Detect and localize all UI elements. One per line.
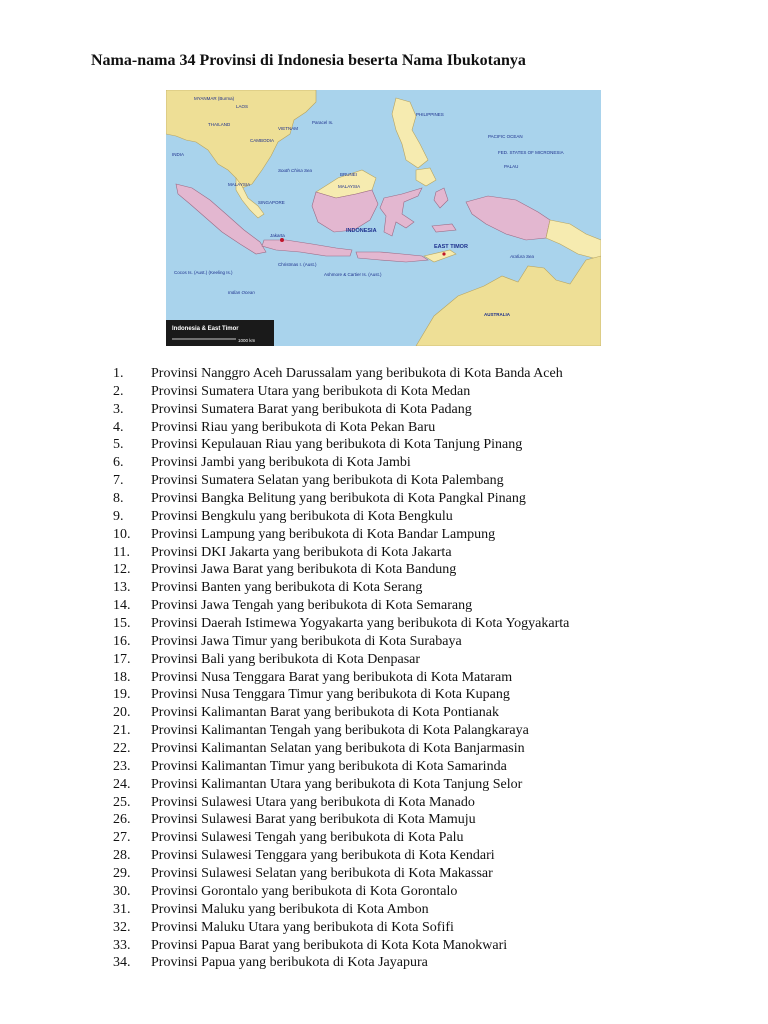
province-text: Provinsi Gorontalo yang beribukota di Kota Gorontalo — [151, 883, 458, 899]
province-number: 9. — [113, 508, 124, 524]
map-label-australia: AUSTRALIA — [484, 312, 510, 317]
province-list-item — [0, 508, 768, 526]
province-text: Provinsi Kalimantan Timur yang beribukota di Kota Samarinda — [151, 758, 507, 774]
province-number: 23. — [113, 758, 131, 774]
jakarta-capital-marker — [280, 238, 284, 242]
province-number: 13. — [113, 580, 131, 596]
province-number: 21. — [113, 723, 131, 739]
province-text: Provinsi Nanggro Aceh Darussalam yang beribukota di Kota Banda Aceh — [151, 366, 563, 381]
province-list-item — [0, 597, 768, 615]
map-label-thailand: THAILAND — [208, 122, 231, 127]
province-text: Provinsi Riau yang beribukota di Kota Pekan Baru — [151, 419, 436, 435]
province-number: 11. — [113, 544, 130, 560]
province-text: Provinsi Banten yang beribukota di Kota Serang — [151, 580, 423, 596]
province-number: 31. — [113, 901, 131, 917]
province-list-item — [0, 436, 768, 454]
province-list-item — [0, 472, 768, 490]
map-label-cocos: Cocos Is. (Aust.) (Keeling Is.) — [174, 270, 233, 275]
province-list-item — [0, 776, 768, 794]
province-text: Provinsi Sulawesi Tengah yang beribukota di Kota Palu — [151, 830, 464, 846]
province-list-item — [0, 722, 768, 740]
province-text: Provinsi Jambi yang beribukota di Kota Jambi — [151, 455, 411, 471]
province-list-item — [0, 901, 768, 919]
map-graphic — [166, 90, 601, 346]
map-label-myanmar: MYANMAR (Burma) — [194, 96, 235, 101]
province-list-item — [0, 811, 768, 829]
province-text: Provinsi Maluku Utara yang beribukota di Kota Sofifi — [151, 919, 454, 935]
province-number: 5. — [113, 437, 124, 453]
province-text: Provinsi Sulawesi Tenggara yang beribukota di Kota Kendari — [151, 848, 495, 864]
province-list-item — [0, 686, 768, 704]
province-list — [0, 365, 768, 972]
province-list-item — [0, 383, 768, 401]
province-number: 3. — [113, 401, 124, 417]
province-list-item — [0, 794, 768, 812]
province-list-item — [0, 740, 768, 758]
map-label-paracel: Paracel Is. — [312, 120, 334, 125]
map-label-singapore: SINGAPORE — [258, 200, 285, 205]
province-list-item — [0, 490, 768, 508]
province-list-item — [0, 651, 768, 669]
province-number: 15. — [113, 616, 131, 632]
province-list-item — [0, 865, 768, 883]
province-number: 19. — [113, 687, 131, 703]
province-list-item — [0, 669, 768, 687]
province-list-item — [0, 954, 768, 972]
province-text: Provinsi Sumatera Selatan yang beribukota di Kota Palembang — [151, 473, 504, 489]
map-label-vietnam: VIETNAM — [278, 126, 299, 131]
province-number: 7. — [113, 473, 124, 489]
province-number: 6. — [113, 455, 124, 471]
map-label-east-timor: EAST TIMOR — [434, 244, 468, 250]
province-list-item — [0, 847, 768, 865]
province-text: Provinsi Kalimantan Utara yang beribukota di Kota Tanjung Selor — [151, 776, 523, 792]
province-text: Provinsi Sumatera Utara yang beribukota di Kota Medan — [151, 383, 471, 399]
page-title: Nama-nama 34 Provinsi di Indonesia beserta Nama Ibukotanya — [91, 52, 526, 69]
map-label-cambodia: CAMBODIA — [250, 138, 275, 143]
map-label-brunei: BRUNEI — [340, 172, 358, 177]
province-text: Provinsi Bali yang beribukota di Kota Denpasar — [151, 651, 421, 667]
province-number: 18. — [113, 669, 131, 685]
map-label-philippines: PHILIPPINES — [416, 112, 444, 117]
province-text: Provinsi Jawa Barat yang beribukota di Kota Bandung — [151, 562, 457, 578]
province-text: Provinsi Lampung yang beribukota di Kota Bandar Lampung — [151, 526, 496, 542]
province-text: Provinsi Daerah Istimewa Yogyakarta yang beribukota di Kota Yogyakarta — [151, 616, 570, 632]
province-list-item — [0, 758, 768, 776]
province-text: Provinsi Kalimantan Selatan yang beribukota di Kota Banjarmasin — [151, 741, 525, 757]
province-number: 30. — [113, 883, 131, 899]
province-list-item — [0, 883, 768, 901]
province-number: 27. — [113, 830, 131, 846]
province-text: Provinsi Papua yang beribukota di Kota Jayapura — [151, 955, 428, 971]
map-label-jakarta: Jakarta — [270, 233, 285, 238]
province-number: 14. — [113, 598, 131, 614]
province-number: 17. — [113, 651, 131, 667]
province-text: Provinsi Jawa Timur yang beribukota di Kota Surabaya — [151, 633, 462, 649]
province-list-item — [0, 419, 768, 437]
province-number: 29. — [113, 866, 131, 882]
province-number: 24. — [113, 776, 131, 792]
province-number: 10. — [113, 526, 131, 542]
map-label-christmas: Christmas I. (Aust.) — [278, 262, 317, 267]
province-list-item — [0, 401, 768, 419]
province-text: Provinsi Kalimantan Barat yang beribukota di Kota Pontianak — [151, 705, 499, 721]
map-label-laos: LAOS — [236, 104, 249, 109]
province-number: 33. — [113, 937, 131, 953]
province-text: Provinsi Sulawesi Barat yang beribukota di Kota Mamuju — [151, 812, 476, 828]
map-label-malaysia-1: MALAYSIA — [228, 182, 251, 187]
province-list-item — [0, 526, 768, 544]
map-label-south-china-sea: South China Sea — [278, 168, 313, 173]
province-list-item — [0, 615, 768, 633]
map-label-palau: PALAU — [504, 164, 519, 169]
province-number: 25. — [113, 794, 131, 810]
province-text: Provinsi Sulawesi Utara yang beribukota di Kota Manado — [151, 794, 475, 810]
dili-capital-marker — [442, 252, 445, 255]
map-legend-box — [166, 320, 274, 346]
map-label-indonesia: INDONESIA — [346, 228, 377, 234]
province-number: 32. — [113, 919, 131, 935]
province-number: 26. — [113, 812, 131, 828]
province-number: 34. — [113, 955, 131, 971]
province-text: Provinsi DKI Jakarta yang beribukota di Kota Jakarta — [151, 544, 452, 560]
map-label-ashmore: Ashmore & Cartier Is. (Aust.) — [324, 272, 382, 277]
map-label-india: INDIA — [172, 152, 185, 157]
province-list-item — [0, 704, 768, 722]
province-number: 4. — [113, 419, 124, 435]
province-list-item — [0, 454, 768, 472]
province-list-item — [0, 937, 768, 955]
province-number: 16. — [113, 633, 131, 649]
province-number: 1. — [113, 366, 124, 381]
map-label-pacific: PACIFIC OCEAN — [488, 134, 523, 139]
province-number: 12. — [113, 562, 131, 578]
indonesia-map — [166, 90, 601, 346]
province-number: 8. — [113, 491, 124, 507]
province-text: Provinsi Sumatera Barat yang beribukota di Kota Padang — [151, 401, 472, 417]
province-number: 20. — [113, 705, 131, 721]
map-scale-label: 1000 km — [238, 338, 256, 343]
province-text: Provinsi Papua Barat yang beribukota di Kota Kota Manokwari — [151, 937, 508, 953]
province-text: Provinsi Bengkulu yang beribukota di Kota Bengkulu — [151, 508, 453, 524]
province-list-item — [0, 561, 768, 579]
province-list-item — [0, 633, 768, 651]
province-text: Provinsi Maluku yang beribukota di Kota Ambon — [151, 901, 429, 917]
province-text: Provinsi Bangka Belitung yang beribukota di Kota Pangkal Pinang — [151, 491, 526, 507]
province-text: Provinsi Nusa Tenggara Timur yang beribukota di Kota Kupang — [151, 687, 510, 703]
province-text: Provinsi Sulawesi Selatan yang beribukota di Kota Makassar — [151, 866, 493, 882]
map-label-malaysia-2: MALAYSIA — [338, 184, 361, 189]
province-text: Provinsi Kepulauan Riau yang beribukota di Kota Tanjung Pinang — [151, 437, 523, 453]
province-list-item — [0, 365, 768, 383]
province-number: 22. — [113, 741, 131, 757]
province-text: Provinsi Jawa Tengah yang beribukota di Kota Semarang — [151, 598, 473, 614]
province-list-item — [0, 544, 768, 562]
province-list-item — [0, 919, 768, 937]
province-text: Provinsi Nusa Tenggara Barat yang beribukota di Kota Mataram — [151, 669, 513, 685]
map-label-indian-ocean: Indian Ocean — [228, 290, 255, 295]
province-list-item — [0, 579, 768, 597]
province-text: Provinsi Kalimantan Tengah yang beribukota di Kota Palangkaraya — [151, 723, 529, 739]
province-list-item — [0, 829, 768, 847]
map-label-micronesia: FED. STATES OF MICRONESIA — [498, 150, 564, 155]
map-legend-title: Indonesia & East Timor — [172, 326, 239, 332]
province-number: 2. — [113, 383, 124, 399]
province-number: 28. — [113, 848, 131, 864]
map-label-arafura: Arafura Sea — [510, 254, 535, 259]
